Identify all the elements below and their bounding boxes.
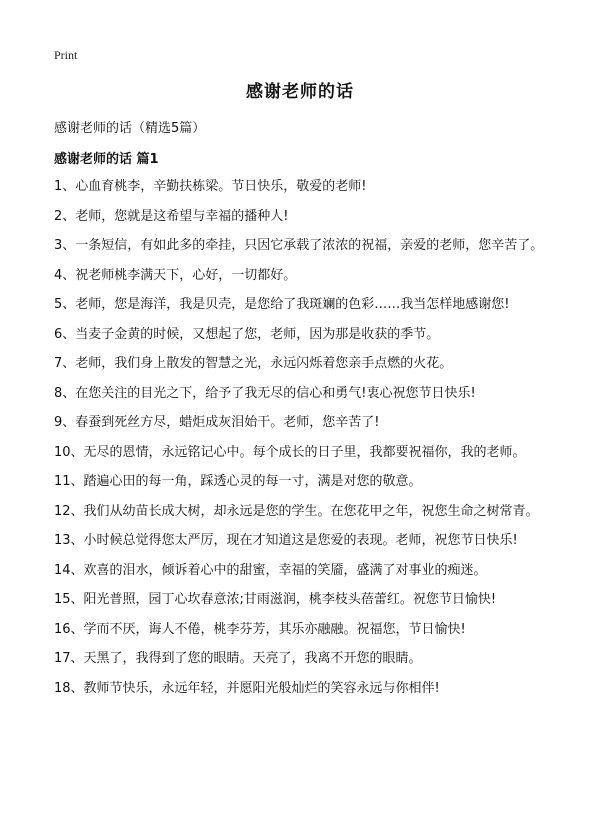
- list-item: 13、小时候总觉得您太严厉，现在才知道这是您爱的表现。老师，祝您节日快乐!: [54, 533, 518, 548]
- document-title: 感谢老师的话: [246, 82, 354, 102]
- list-item: 2、老师，您就是这希望与幸福的播种人!: [54, 208, 289, 224]
- section-heading: 感谢老师的话 篇1: [54, 152, 159, 167]
- list-item: 9、春蚕到死丝方尽，蜡炬成灰泪始干。老师，您辛苦了!: [54, 415, 380, 430]
- list-item: 17、天黑了，我得到了您的眼睛。天亮了，我离不开您的眼睛。: [54, 651, 422, 666]
- list-item: 3、一条短信，有如此多的牵挂，只因它承载了浓浓的祝福，亲爱的老师，您辛苦了。: [54, 238, 544, 253]
- list-item: 11、踏遍心田的每一角，踩透心灵的每一寸，满是对您的敬意。: [54, 474, 422, 489]
- list-item: 15、阳光普照，园丁心坎春意浓;甘雨滋润，桃李枝头蓓蕾红。祝您节日愉快!: [54, 592, 497, 607]
- list-item: 7、老师，我们身上散发的智慧之光，永远闪烁着您亲手点燃的火花。: [54, 356, 453, 371]
- list-item: 14、欢喜的泪水，倾诉着心中的甜蜜，幸福的笑靥，盛满了对事业的痴迷。: [54, 562, 487, 578]
- list-item: 12、我们从幼苗长成大树，却永远是您的学生。在您花甲之年，祝您生命之树常青。: [54, 503, 539, 519]
- list-item: 4、祝老师桃李满天下，心好，一切都好。: [54, 267, 297, 283]
- document-subtitle: 感谢老师的话（精选5篇）: [54, 121, 206, 136]
- list-item: 8、在您关注的目光之下，给予了我无尽的信心和勇气!衷心祝您节日快乐!: [54, 385, 476, 401]
- list-item: 1、心血育桃李，辛勤扶栋梁。节日快乐，敬爱的老师!: [54, 179, 367, 194]
- list-item: 5、老师，您是海洋，我是贝壳，是您给了我斑斓的色彩……我当怎样地感谢您!: [54, 297, 510, 312]
- list-item: 10、无尽的恩情，永远铭记心中。每个成长的日子里，我都要祝福你，我的老师。: [54, 444, 526, 460]
- message-list: [54, 178, 546, 709]
- list-item: 16、学而不厌，诲人不倦，桃李芬芳，其乐亦融融。祝福您，节日愉快!: [54, 621, 466, 637]
- list-item: 18、教师节快乐，永远年轻，并愿阳光般灿烂的笑容永远与你相伴!: [54, 680, 440, 696]
- print-label: Print: [54, 48, 78, 62]
- list-item: 6、当麦子金黄的时候，又想起了您，老师，因为那是收获的季节。: [54, 326, 440, 342]
